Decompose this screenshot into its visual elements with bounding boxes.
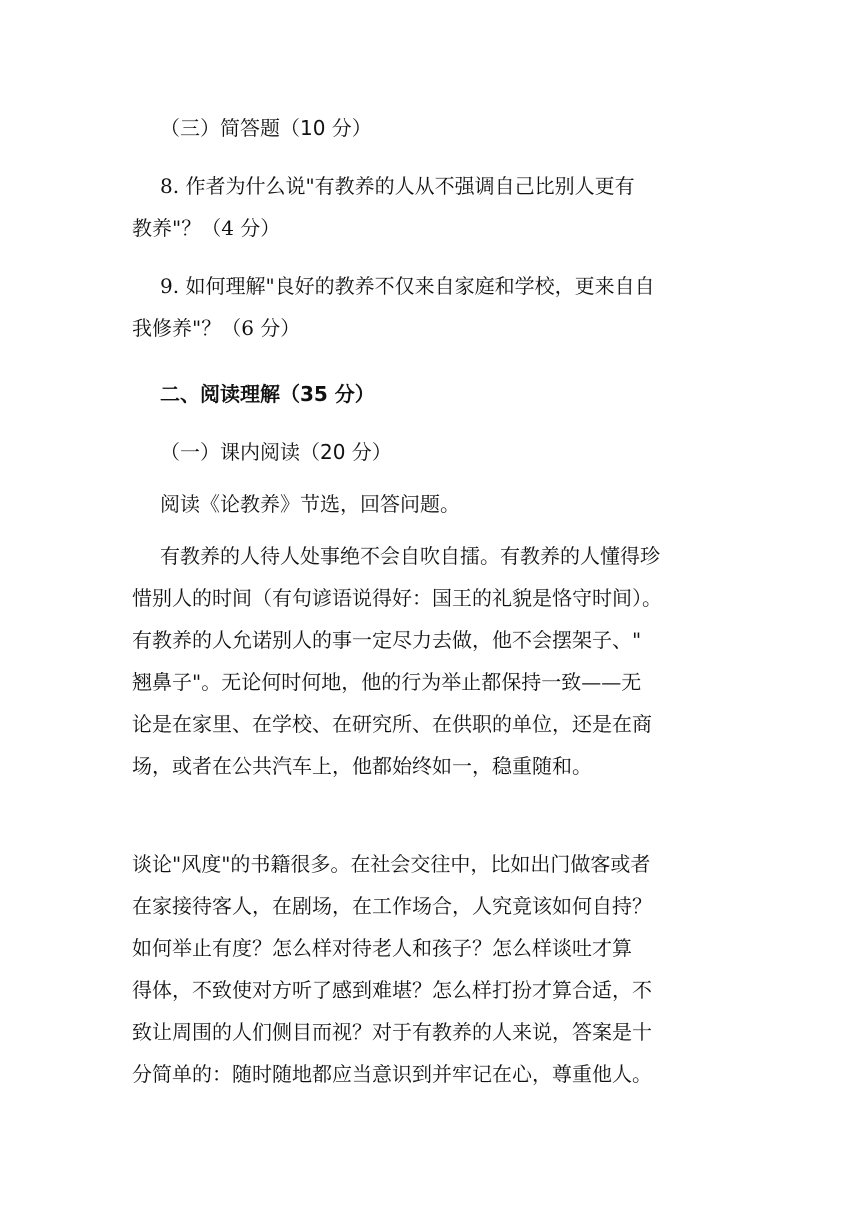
reading-section-heading: 二、阅读理解（35 分） [160, 382, 375, 406]
passage-line: 致让周围的人们侧目而视？对于有教养的人来说，答案是十 [132, 1020, 652, 1044]
passage-line: 如何举止有度？怎么样对待老人和孩子？怎么样谈吐才算 [132, 936, 632, 960]
passage-line: 有教养的人允诺别人的事一定尽力去做，他不会摆架子、" [132, 628, 642, 652]
passage-line: 翘鼻子"。无论何时何地，他的行为举止都保持一致——无 [132, 670, 642, 694]
passage-line: 有教养的人待人处事绝不会自吹自擂。有教养的人懂得珍 [160, 544, 660, 568]
in-class-reading-heading: （一）课内阅读（20 分） [160, 440, 392, 464]
short-answer-heading: （三）简答题（10 分） [160, 116, 372, 140]
passage-line: 谈论"风度"的书籍很多。在社会交往中，比如出门做客或者 [132, 852, 651, 876]
passage-line: 分简单的：随时随地都应当意识到并牢记在心，尊重他人。 [132, 1062, 652, 1086]
passage-line: 在家接待客人，在剧场，在工作场合，人究竟该如何自持？ [132, 894, 652, 918]
question-8-line-2: 教养"？（4 分） [132, 216, 281, 240]
passage-line: 场，或者在公共汽车上，他都始终如一，稳重随和。 [132, 754, 592, 778]
question-8-line-1: 8. 作者为什么说"有教养的人从不强调自己比别人更有 [160, 174, 635, 198]
question-9-line-2: 我修养"？（6 分） [132, 316, 301, 340]
question-9-line-1: 9. 如何理解"良好的教养不仅来自家庭和学校，更来自自 [160, 274, 655, 298]
passage-line: 惜别人的时间（有句谚语说得好：国王的礼貌是恪守时间）。 [132, 586, 662, 610]
passage-line: 得体，不致使对方听了感到难堪？怎么样打扮才算合适，不 [132, 978, 652, 1002]
passage-line: 论是在家里、在学校、在研究所、在供职的单位，还是在商 [132, 712, 652, 736]
reading-instruction: 阅读《论教养》节选，回答问题。 [160, 492, 460, 516]
